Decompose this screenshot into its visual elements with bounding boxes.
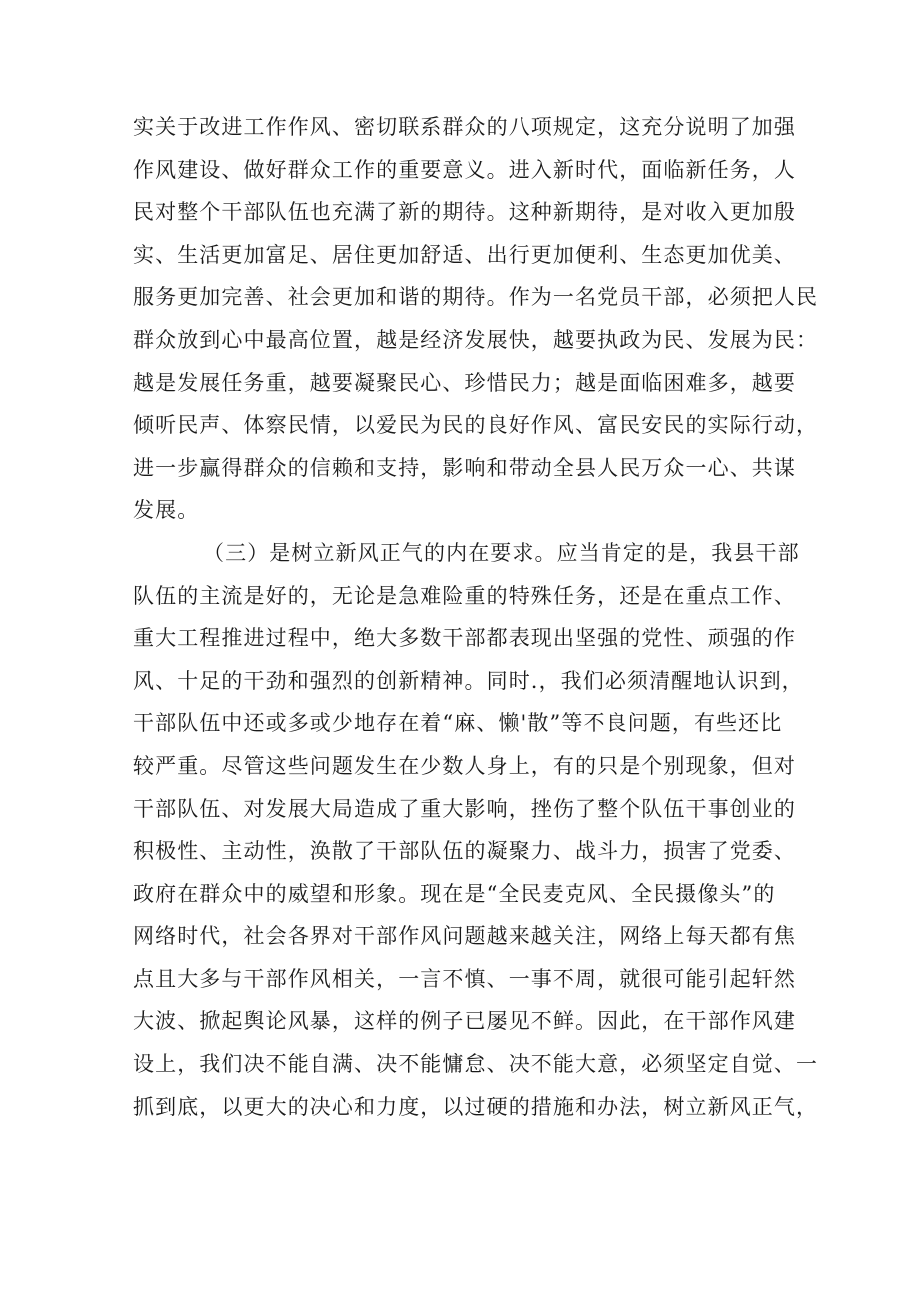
text-line: 积极性、主动性，涣散了干部队伍的凝聚力、战斗力，损害了党委、 [133, 839, 796, 864]
paragraph-2 [133, 532, 819, 1128]
text-line: 作风建设、做好群众工作的重要意义。进入新时代，面临新任务，人 [133, 157, 796, 182]
text-line: 进一步赢得群众的信赖和支持，影响和带动全县人民万众一心、共谋 [133, 455, 796, 480]
text-line: 点且大多与干部作风相关，一言不慎、一事不周，就很可能引起轩然 [133, 966, 796, 991]
text-line: 较严重。尽管这些问题发生在少数人身上，有的只是个别现象，但对 [133, 753, 796, 778]
text-line: 发展。 [133, 498, 200, 523]
text-line: （三）是树立新风正气的内在要求。应当肯定的是，我县干部 [203, 540, 800, 565]
text-line: 实关于改进工作作风、密切联系群众的八项规定，这充分说明了加强 [133, 115, 796, 139]
document-body [133, 106, 819, 1128]
text-line: 风、十足的干劲和强烈的创新精神。同时.，我们必须清醒地认识到， [133, 668, 804, 693]
text-line: 政府在群众中的威望和形象。现在是“全民麦克风、全民摄像头”的 [133, 881, 776, 906]
paragraph-1 [133, 106, 819, 532]
text-line: 干部队伍中还或多或少地存在着“麻、懒'散”等不良问题，有些还比 [133, 711, 783, 736]
text-line: 设上，我们决不能自满、决不能慵怠、决不能大意，必须坚定自觉、一 [133, 1052, 819, 1077]
text-line: 重大工程推进过程中，绝大多数干部都表现出坚强的党性、顽强的作 [133, 626, 796, 651]
text-line: 抓到底，以更大的决心和力度，以过硬的措施和办法，树立新风正气， [133, 1094, 819, 1119]
text-line: 服务更加完善、社会更加和谐的期待。作为一名党员干部，必须把人民 [133, 285, 819, 310]
text-line: 队伍的主流是好的，无论是急难险重的特殊任务，还是在重点工作、 [133, 583, 796, 608]
text-line: 越是发展任务重，越要凝聚民心、珍惜民力；越是面临困难多，越要 [133, 370, 796, 395]
text-line: 倾听民声、体察民情，以爱民为民的良好作风、富民安民的实际行动， [133, 413, 819, 438]
text-line: 大波、掀起舆论风暴，这样的例子已屡见不鲜。因此，在干部作风建 [133, 1009, 796, 1034]
text-line: 实、生活更加富足、居住更加舒适、出行更加便利、生态更加优美、 [133, 242, 796, 267]
text-line: 网络时代，社会各界对干部作风问题越来越关注，网络上每天都有焦 [133, 924, 796, 949]
text-line: 群众放到心中最高位置，越是经济发展快，越要执政为民、发展为民： [133, 327, 819, 352]
text-line: 民对整个干部队伍也充满了新的期待。这种新期待，是对收入更加殷 [133, 200, 796, 225]
text-line: 干部队伍、对发展大局造成了重大影响，挫伤了整个队伍干事创业的 [133, 796, 796, 821]
